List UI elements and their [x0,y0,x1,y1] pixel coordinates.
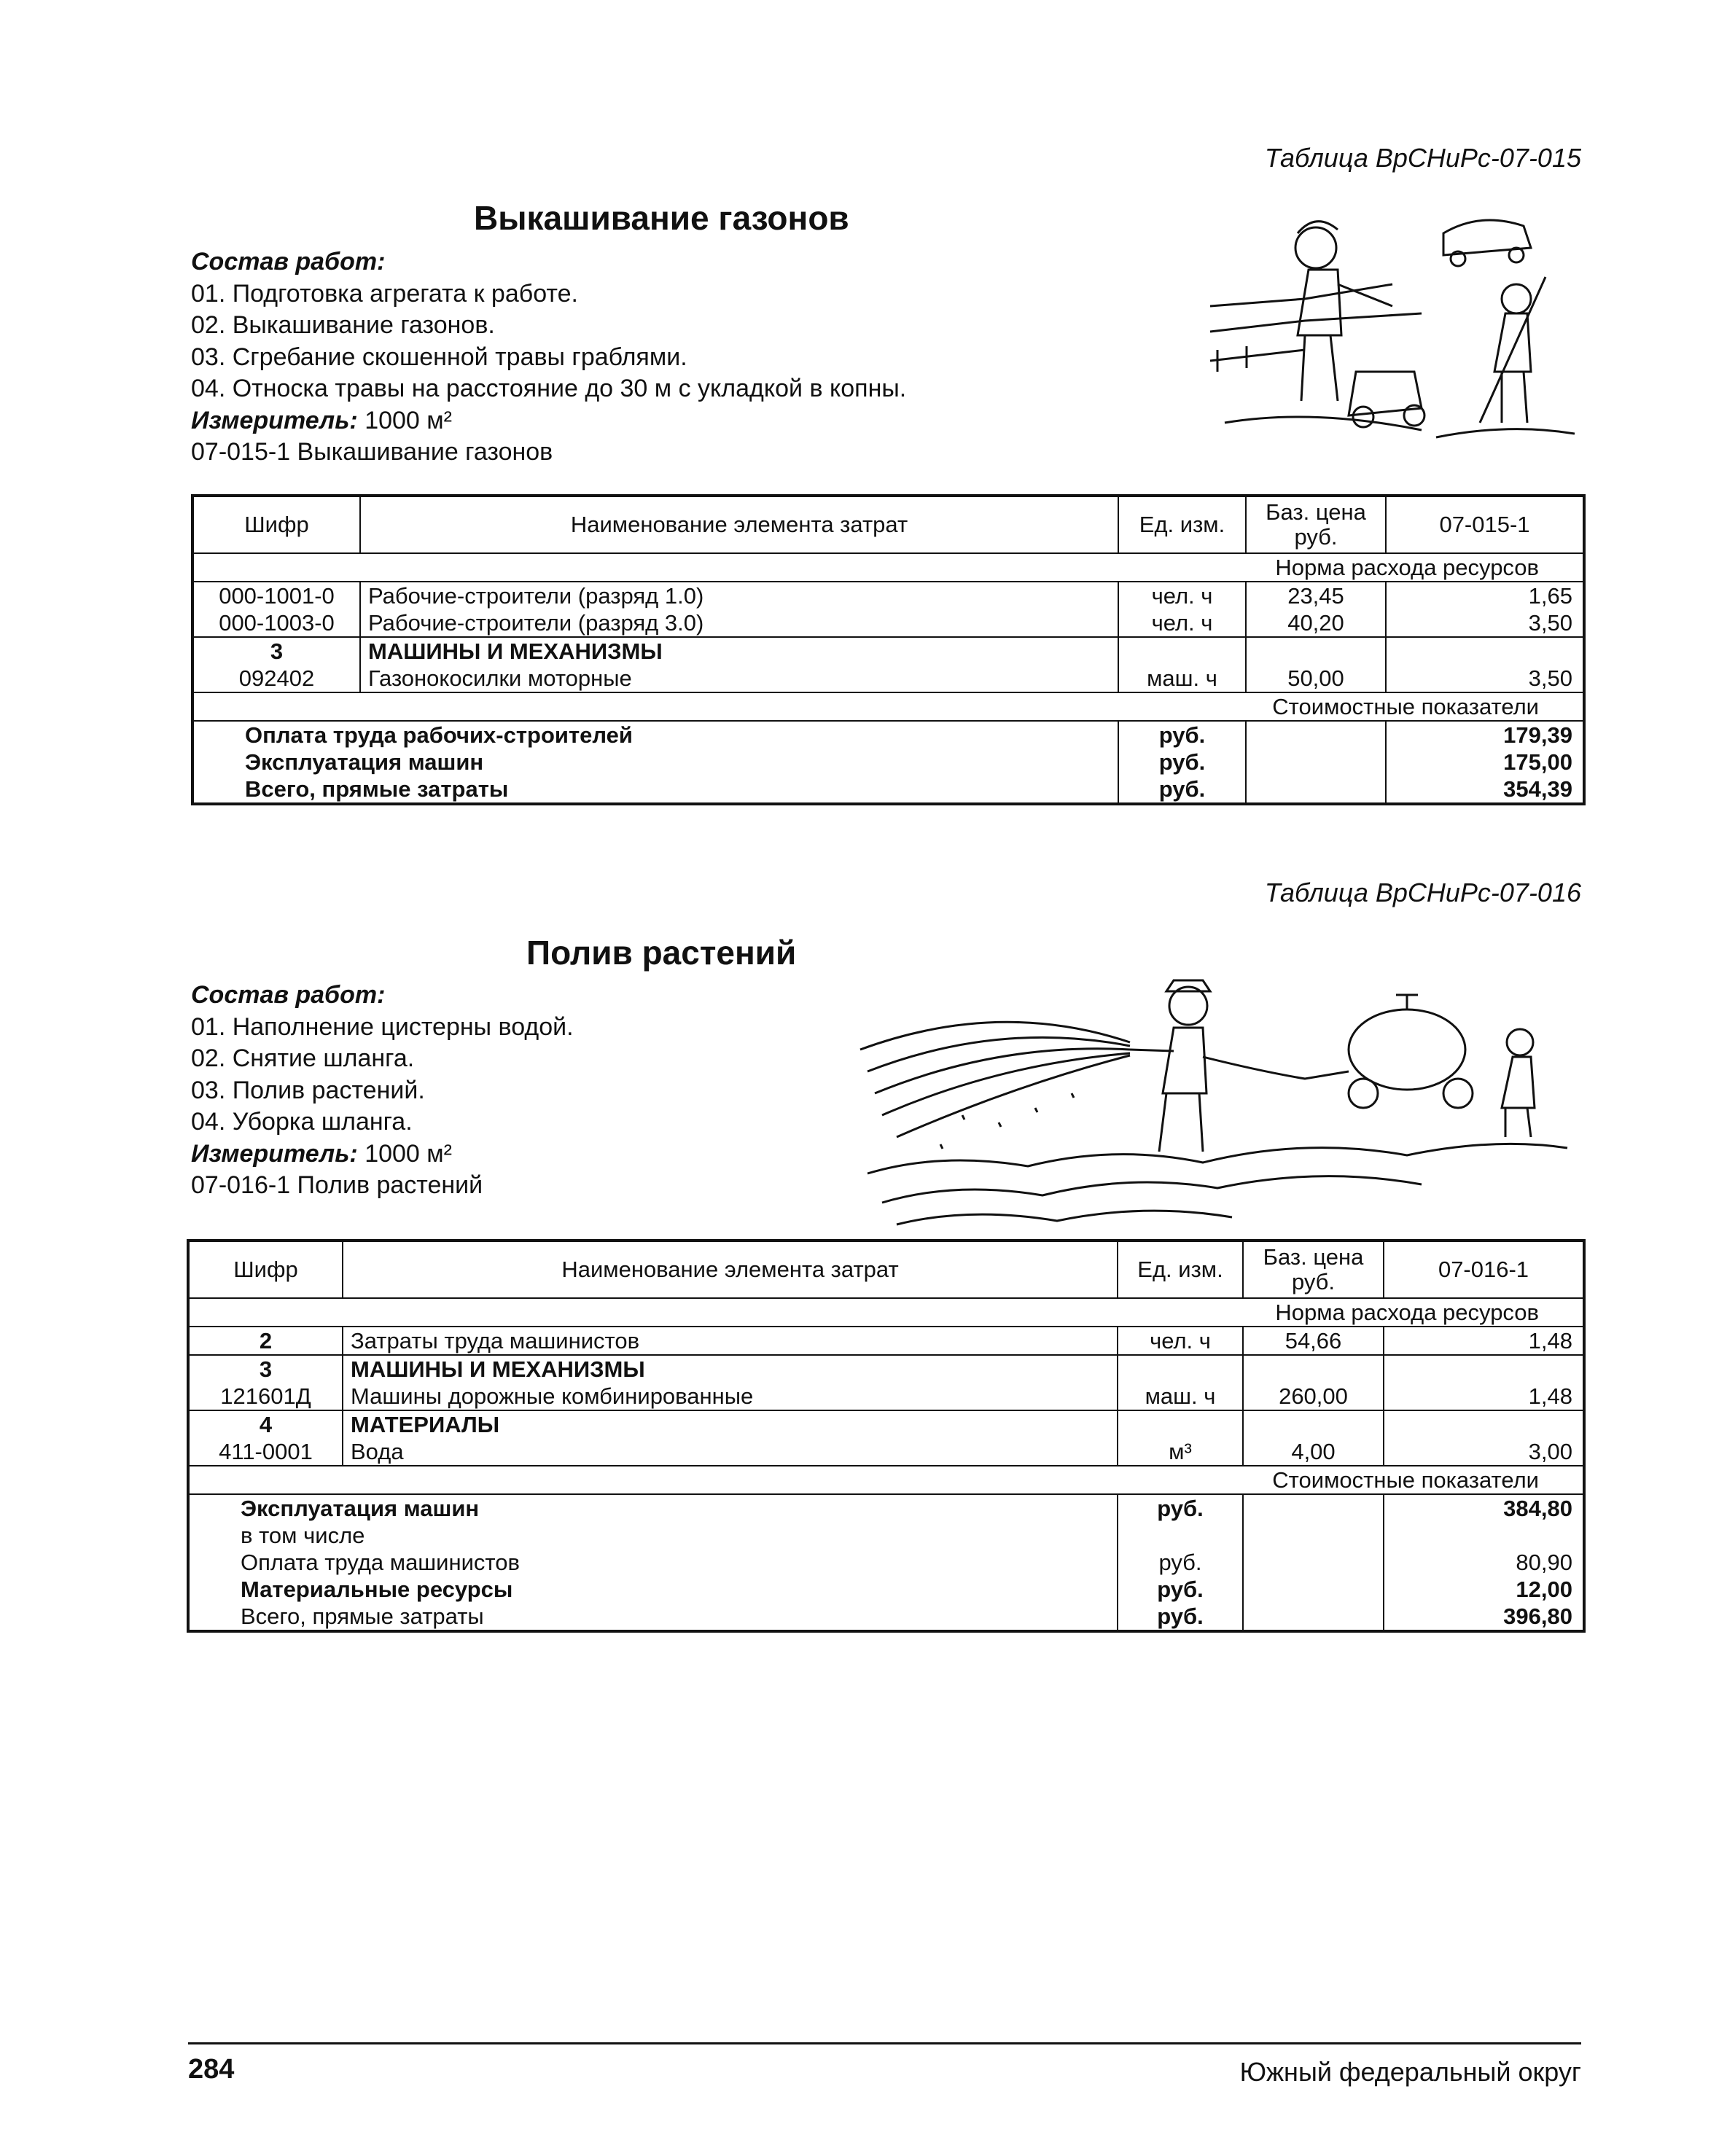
header-name: Наименование элемента затрат [360,496,1118,553]
header-code: Шифр [188,1241,343,1298]
cost-table-07-015 [191,494,1586,805]
cell-price: 40,20 [1246,609,1386,637]
cost-table-07-016 [187,1239,1586,1633]
cell-price: 50,00 [1246,665,1386,692]
cell-value: 1,65 [1528,583,1572,609]
summary-label: Эксплуатация машин [188,1494,1118,1522]
step-item: 01. Подготовка агрегата к работе. [191,279,578,308]
summary-label: Оплата труда рабочих-строителей [192,721,1118,749]
cell-code: 000-1001-0 [192,582,360,609]
cell-name: Газонокосилки моторные [360,665,1118,692]
section-row [188,1466,1584,1494]
header-unit: Ед. изм. [1118,1241,1243,1298]
cell-name: Вода [343,1438,1118,1466]
lawn-mowing-illustration [1203,204,1582,445]
section-title: Полив растений [526,934,797,972]
cell-name: Затраты труда машинистов [343,1327,1118,1355]
table-row [188,1327,1584,1355]
table-row [192,665,1584,692]
cell-code: 092402 [192,665,360,692]
cell-price [1246,637,1386,665]
cell-name: Машины дорожные комбинированные [343,1383,1118,1410]
cell-name: МАШИНЫ И МЕХАНИЗМЫ [360,637,1118,665]
header-price-line1: Баз. цена [1263,1244,1364,1270]
summary-row [188,1576,1584,1603]
measure-line [191,1138,574,1171]
section-row [188,1298,1584,1327]
summary-row [192,721,1584,749]
measure-label: Измеритель: [191,406,358,434]
table-row [188,1438,1584,1466]
summary-value: 354,39 [1503,776,1572,802]
cell-value: 3,50 [1528,665,1572,691]
summary-value: 396,80 [1503,1604,1572,1629]
cell-code: 411-0001 [188,1438,343,1466]
cell-price: 4,00 [1243,1438,1384,1466]
code-line: 07-016-1 Полив растений [191,1171,483,1199]
measure-label: Измеритель: [191,1139,358,1168]
measure-value: 1000 м² [364,406,452,434]
step-item: 02. Выкашивание газонов. [191,311,495,339]
summary-label: в том числе [188,1522,1118,1549]
section-row [192,692,1584,721]
table-row [188,1383,1584,1410]
summary-value: 80,90 [1516,1550,1572,1575]
summary-row [192,749,1584,776]
summary-unit: руб. [1118,721,1246,749]
summary-value: 384,80 [1503,1496,1572,1521]
cell-unit [1118,1355,1243,1383]
header-code: Шифр [192,496,360,553]
summary-label: Эксплуатация машин [192,749,1118,776]
step-item: 01. Наполнение цистерны водой. [191,1012,574,1041]
summary-row [188,1522,1584,1549]
cell-unit: чел. ч [1118,1327,1243,1355]
cell-name: МАШИНЫ И МЕХАНИЗМЫ [343,1355,1118,1383]
header-price-line1: Баз. цена [1266,499,1366,525]
summary-label: Всего, прямые затраты [192,776,1118,804]
table-header-row [192,496,1584,553]
table-caption: Таблица ВрСНиРс-07-016 [1264,878,1581,907]
cell-name: Рабочие-строители (разряд 3.0) [360,609,1118,637]
measure-value: 1000 м² [364,1139,452,1168]
summary-unit: руб. [1118,749,1246,776]
composition-label: Состав работ: [191,981,386,1009]
summary-unit [1118,1522,1243,1549]
cell-value: 3,00 [1528,1439,1572,1464]
step-item: 04. Относка травы на расстояние до 30 м с укладкой в копны. [191,375,907,402]
norm-section-label: Норма расхода ресурсов [188,1298,1584,1327]
summary-value [1384,1522,1584,1549]
summary-unit: руб. [1118,1603,1243,1631]
table-row [192,609,1584,637]
page-number: 284 [188,2054,235,2085]
cell-value: 3,50 [1528,610,1572,636]
summary-row [188,1549,1584,1576]
work-composition [191,246,906,469]
cell-code: 121601Д [188,1383,343,1410]
step-item: 02. Снятие шланга. [191,1044,415,1072]
header-norm: 07-015-1 [1386,496,1584,553]
summary-value: 175,00 [1503,749,1572,775]
table-header-row [188,1241,1584,1298]
header-price-line2: руб. [1291,1269,1336,1294]
cell-unit [1118,637,1246,665]
section-row [192,553,1584,582]
cell-price: 260,00 [1243,1383,1384,1410]
header-name: Наименование элемента затрат [343,1241,1118,1298]
step-item: 03. Сгребание скошенной травы граблями. [191,343,687,371]
step-item: 04. Уборка шланга. [191,1108,413,1136]
summary-label: Оплата труда машинистов [188,1549,1118,1576]
cell-code: 3 [192,637,360,665]
code-line: 07-015-1 Выкашивание газонов [191,438,553,466]
cell-value [1384,1355,1584,1383]
summary-unit: руб. [1118,1549,1243,1576]
header-price [1243,1241,1384,1298]
header-norm: 07-016-1 [1384,1241,1584,1298]
cell-unit [1118,1410,1243,1438]
table-row [188,1355,1584,1383]
table-row [192,637,1584,665]
summary-unit: руб. [1118,1494,1243,1522]
cell-value: 1,48 [1528,1328,1572,1354]
cell-price: 54,66 [1243,1327,1384,1355]
summary-value: 12,00 [1516,1577,1572,1602]
composition-label: Состав работ: [191,248,386,276]
table-caption: Таблица ВрСНиРс-07-015 [1264,143,1581,173]
cell-code: 2 [188,1327,343,1355]
header-price-line2: руб. [1294,524,1338,550]
summary-label: Материальные ресурсы [188,1576,1118,1603]
summary-row [192,776,1584,804]
cell-unit: маш. ч [1118,665,1246,692]
cell-value: 1,48 [1528,1383,1572,1409]
table-row [188,1410,1584,1438]
summary-unit: руб. [1118,776,1246,804]
cell-name: МАТЕРИАЛЫ [343,1410,1118,1438]
cell-unit: чел. ч [1118,582,1246,609]
summary-label: Всего, прямые затраты [188,1603,1118,1631]
cell-price [1243,1410,1384,1438]
work-composition [191,980,574,1202]
cell-unit: чел. ч [1118,609,1246,637]
measure-line [191,405,906,437]
step-item: 03. Полив растений. [191,1076,425,1104]
cell-code: 000-1003-0 [192,609,360,637]
cell-value [1386,637,1584,665]
header-unit: Ед. изм. [1118,496,1246,553]
section-title: Выкашивание газонов [474,199,849,237]
cell-code: 4 [188,1410,343,1438]
footer-divider [188,2042,1581,2044]
cell-code: 3 [188,1355,343,1383]
cell-unit: м³ [1118,1438,1243,1466]
summary-unit: руб. [1118,1576,1243,1603]
watering-illustration [853,969,1582,1239]
summary-row [188,1603,1584,1631]
norm-section-label: Норма расхода ресурсов [192,553,1584,582]
cost-section-label: Стоимостные показатели [188,1466,1584,1494]
cost-section-label: Стоимостные показатели [192,692,1584,721]
cell-name: Рабочие-строители (разряд 1.0) [360,582,1118,609]
cell-value [1384,1410,1584,1438]
header-price [1246,496,1386,553]
summary-row [188,1494,1584,1522]
cell-price [1243,1355,1384,1383]
cell-unit: маш. ч [1118,1383,1243,1410]
footer-region: Южный федеральный округ [1239,2057,1581,2087]
cell-price: 23,45 [1246,582,1386,609]
summary-value: 179,39 [1503,722,1572,748]
table-row [192,582,1584,609]
